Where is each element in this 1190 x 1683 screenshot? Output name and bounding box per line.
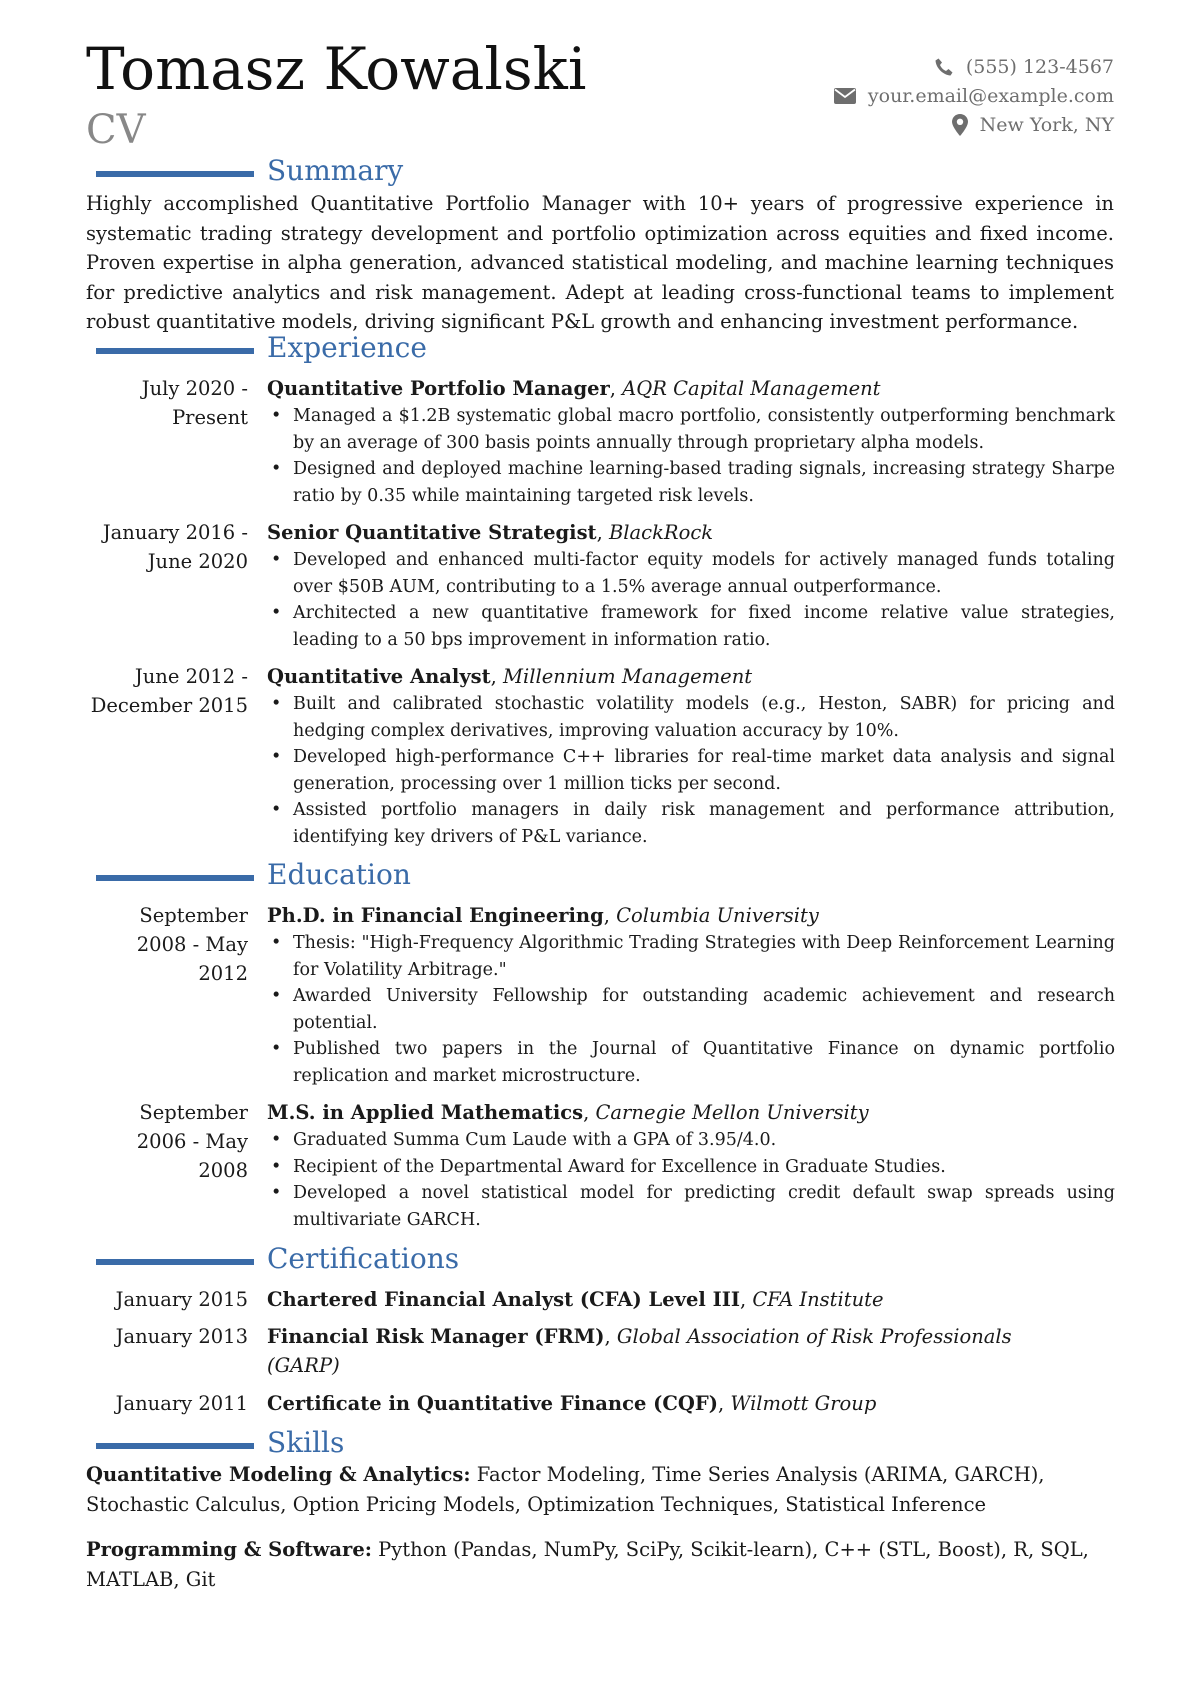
entry-title: Chartered Financial Analyst (CFA) Level III [267,1288,740,1311]
bullet-item: • Graduated Summa Cum Laude with a GPA of 3.95/4.0. [267,1127,1115,1154]
entry-title: Certificate in Quantitative Finance (CQF) [267,1392,718,1415]
entry-body [267,518,1115,653]
phone-icon [934,57,954,77]
bullet-item: • Built and calibrated stochastic volatility models (e.g., Heston, SABR) for pricing and hedging complex derivatives, improving valuation accuracy by 10%. [267,691,1115,744]
section-title: Skills [267,1426,345,1459]
document-subtitle: CV [86,107,146,153]
entry-date: September 2008 - May 2012 [136,904,248,985]
entry-heading: Senior Quantitative Strategist, BlackRock [267,521,714,544]
entry-title: M.S. in Applied Mathematics [267,1101,584,1124]
map-marker-icon [952,114,968,136]
entry-date: June 2012 - December 2015 [90,665,248,717]
bullet-item: • Developed high-performance C++ libraries for real-time market data analysis and signal generation, processing over 1 million ticks per second. [267,744,1115,797]
entry-date: September 2006 - May 2008 [136,1101,248,1182]
skill-label: Programming & Software: [86,1538,372,1561]
entry-title: Quantitative Portfolio Manager [267,377,610,400]
contact-location [834,110,1114,139]
contact-block [834,52,1114,139]
contact-phone-text: (555) 123-4567 [965,55,1114,78]
bullet-item: • Developed and enhanced multi-factor equity models for actively managed funds totaling over $50B AUM, contributing to a 1.5% average annual outperformance. [267,547,1115,600]
entry-date: January 2013 [115,1325,248,1348]
bullet-item: • Awarded University Fellowship for outstanding academic achievement and research potential. [267,983,1115,1036]
entry-body [267,1322,1115,1380]
entry-title: Ph.D. in Financial Engineering [267,904,604,927]
skill-group [86,1460,1114,1519]
person-name: Tomasz Kowalski [86,35,587,103]
entry-organization: Wilmott Group [730,1392,877,1415]
section-title: Summary [267,154,404,187]
entry-heading: Ph.D. in Financial Engineering, Columbia University [267,904,819,927]
contact-email-text: your.email@example.com [867,84,1114,107]
entry-organization: CFA Institute [752,1288,884,1311]
entry-organization: Carnegie Mellon University [595,1101,869,1124]
entry-heading: Certificate in Quantitative Finance (CQF), Wilmott Group [267,1392,877,1415]
skill-label: Quantitative Modeling & Analytics: [86,1463,471,1486]
bullet-item: • Assisted portfolio managers in daily risk management and performance attribution, identifying key drivers of P&L variance. [267,797,1115,850]
entry-date: January 2011 [115,1392,248,1415]
section-accent-bar [96,348,254,354]
entry-bullets [267,930,1115,1089]
contact-email[interactable] [834,81,1114,110]
entry-body [267,1389,1115,1418]
section-title: Experience [267,331,427,364]
section-accent-bar [96,171,254,177]
entry-heading: Financial Risk Manager (FRM), Global Association of Risk Professionals (GARP) [267,1325,1012,1377]
skill-value: Python (Pandas, NumPy, SciPy, Scikit-learn), C++ (STL, Boost), R, SQL, MATLAB, Git [86,1538,1089,1591]
section-accent-bar [96,875,254,881]
section-title: Education [267,858,411,891]
entry-organization: Millennium Management [503,665,753,688]
bullet-item: • Developed a novel statistical model for predicting credit default swap spreads using multivariate GARCH. [267,1180,1115,1233]
envelope-icon [834,88,856,104]
contact-phone[interactable] [834,52,1114,81]
bullet-item: • Architected a new quantitative framework for fixed income relative value strategies, leading to a 50 bps improvement in information ratio. [267,600,1115,653]
skill-group [86,1535,1114,1594]
contact-location-text: New York, NY [979,113,1114,136]
entry-body [267,662,1115,850]
section-accent-bar [96,1259,254,1265]
entry-body [267,374,1115,509]
bullet-item: • Thesis: "High-Frequency Algorithmic Trading Strategies with Deep Reinforcement Learning for Volatility Arbitrage." [267,930,1115,983]
bullet-item: • Published two papers in the Journal of Quantitative Finance on dynamic portfolio replication and market microstructure. [267,1036,1115,1089]
entry-date: January 2015 [115,1288,248,1311]
summary-text: Highly accomplished Quantitative Portfolio Manager with 10+ years of progressive experience in systematic trading strategy development and portfolio optimization across equities and fixed income. Proven expertise in alpha generation, advanced statistical modeling, and machine learning techniques for predictive analytics and risk management. Adept at leading cross-functional teams to implement robust quantitative models, driving significant P&L growth and enhancing investment performance. [86,192,1114,333]
entry-bullets [267,403,1115,509]
entry-organization: BlackRock [608,521,714,544]
entry-title: Senior Quantitative Strategist [267,521,597,544]
entry-organization: Columbia University [616,904,819,927]
entry-date: July 2020 - Present [141,377,248,429]
entry-bullets [267,547,1115,653]
skill-value: Factor Modeling, Time Series Analysis (ARIMA, GARCH), Stochastic Calculus, Option Pricing Models, Optimization Techniques, Statistical Inference [86,1463,1045,1516]
entry-organization: Global Association of Risk Professionals (GARP) [267,1325,1012,1377]
entry-body [267,1098,1115,1233]
entry-heading: M.S. in Applied Mathematics, Carnegie Mellon University [267,1101,869,1124]
entry-body [267,1285,1115,1314]
bullet-item: • Managed a $1.2B systematic global macro portfolio, consistently outperforming benchmark by an average of 300 basis points annually through proprietary alpha models. [267,403,1115,456]
entry-title: Quantitative Analyst [267,665,491,688]
section-accent-bar [96,1443,254,1449]
bullet-item: • Recipient of the Departmental Award for Excellence in Graduate Studies. [267,1154,1115,1181]
entry-heading: Chartered Financial Analyst (CFA) Level III, CFA Institute [267,1288,884,1311]
entry-date: January 2016 - June 2020 [102,521,248,573]
entry-title: Financial Risk Manager (FRM) [267,1325,605,1348]
entry-body [267,901,1115,1089]
entry-heading: Quantitative Portfolio Manager, AQR Capital Management [267,377,881,400]
section-title: Certifications [267,1242,460,1275]
entry-organization: AQR Capital Management [622,377,881,400]
entry-bullets [267,1127,1115,1233]
entry-bullets [267,691,1115,850]
bullet-item: • Designed and deployed machine learning-based trading signals, increasing strategy Sharpe ratio by 0.35 while maintaining targeted risk levels. [267,456,1115,509]
entry-heading: Quantitative Analyst, Millennium Management [267,665,753,688]
